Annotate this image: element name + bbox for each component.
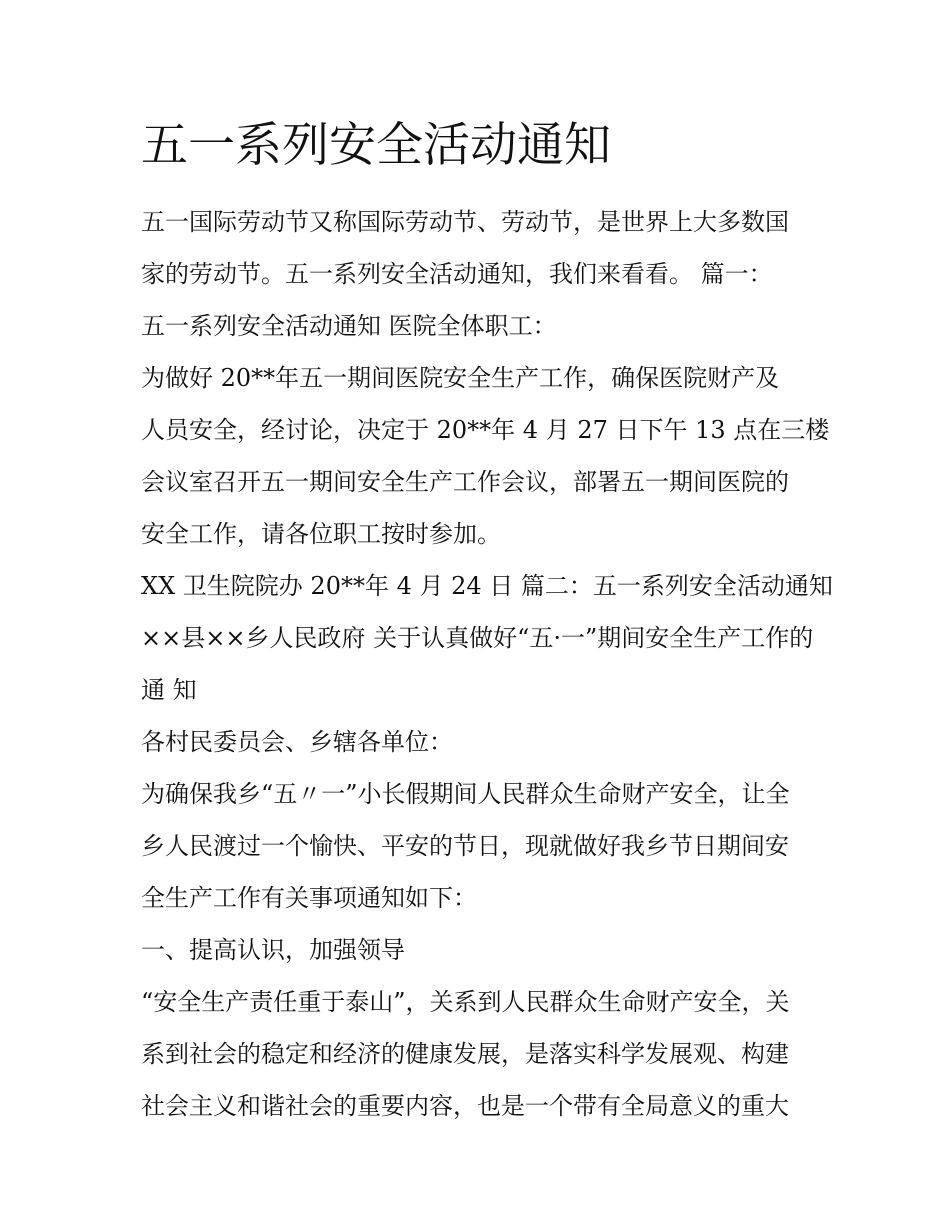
body-line: 社会主义和谐社会的重要内容，也是一个带有全局意义的重大 (141, 1092, 789, 1120)
body-line: 家的劳动节。五一系列安全活动通知，我们来看看。 篇一： (141, 260, 773, 288)
section-heading: 一、提高认识，加强领导 (141, 936, 405, 964)
body-line: 为做好 20**年五一期间医院安全生产工作，确保医院财产及 (141, 364, 780, 392)
body-line: 安全工作，请各位职工按时参加。 (141, 520, 501, 548)
body-line: 为确保我乡“五〃一”小长假期间人民群众生命财产安全，让全 (141, 780, 790, 808)
body-line: XX 卫生院院办 20**年 4 月 24 日 篇二：五一系列安全活动通知 (141, 572, 833, 600)
body-line: 系到社会的稳定和经济的健康发展，是落实科学发展观、构建 (141, 1040, 789, 1068)
body-line: 五一国际劳动节又称国际劳动节、劳动节，是世界上大多数国 (141, 208, 789, 236)
body-line: 人员安全，经讨论，决定于 20**年 4 月 27 日下午 13 点在三楼 (141, 416, 830, 444)
body-line: 各村民委员会、乡辖各单位： (141, 728, 453, 756)
body-line: “安全生产责任重于泰山”，关系到人民群众生命财产安全，关 (141, 988, 790, 1016)
body-line: 会议室召开五一期间安全生产工作会议，部署五一期间医院的 (141, 468, 789, 496)
page-title: 五一系列安全活动通知 (141, 118, 611, 173)
body-line: 全生产工作有关事项通知如下： (141, 884, 477, 912)
body-line: 五一系列安全活动通知 医院全体职工： (141, 312, 557, 340)
body-line: 通 知 (141, 676, 197, 704)
body-line: ××县××乡人民政府 关于认真做好“五·一”期间安全生产工作的 (141, 624, 814, 652)
body-line: 乡人民渡过一个愉快、平安的节日，现就做好我乡节日期间安 (141, 832, 789, 860)
